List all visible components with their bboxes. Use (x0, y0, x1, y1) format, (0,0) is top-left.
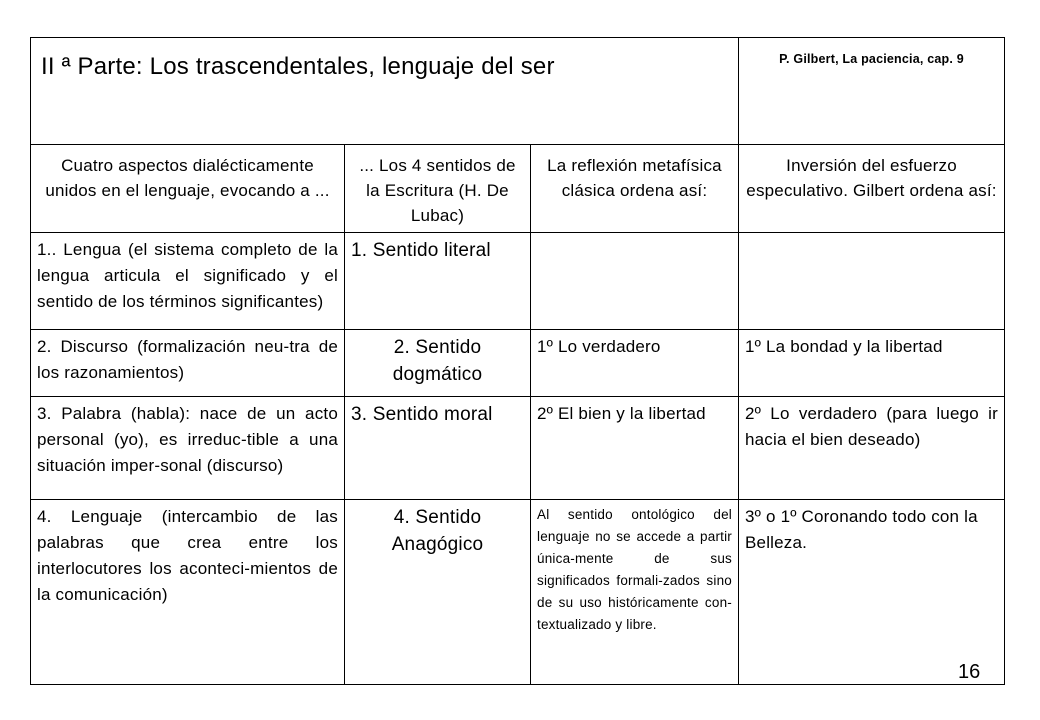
aspect-cell (31, 397, 345, 500)
column-header: Inversión del esfuerzo especulativo. Gilbert ordena así: (739, 145, 1005, 233)
aspect-description: (intercambio de las palabras que crea entre los interlocutores los aconteci-mientos de la comunicación) (37, 507, 339, 604)
classic-cell: 2º El bien y la libertad (531, 397, 739, 500)
classic-cell (531, 233, 739, 330)
aspect-term: 1.. Lengua (37, 240, 122, 259)
table-row (31, 397, 1005, 500)
sense-cell: 2. Sentido dogmático (345, 330, 531, 397)
title-row (31, 38, 1005, 145)
aspect-term: 4. Lenguaje (37, 507, 143, 526)
gilbert-cell: 1º La bondad y la libertad (739, 330, 1005, 397)
aspect-description: nace de un acto personal (yo), es irreduc-tible a una situación imper-sonal (discurso) (37, 404, 338, 475)
aspect-cell (31, 500, 345, 685)
aspect-term: 3. Palabra (habla): (37, 404, 191, 423)
sense-cell: 1. Sentido literal (345, 233, 531, 330)
content-table (30, 37, 1005, 685)
table-row (31, 500, 1005, 685)
classic-cell: 1º Lo verdadero (531, 330, 739, 397)
classic-cell: Al sentido ontológico del lenguaje no se accede a partir única-mente de sus significados formali-zados sino de su uso históricamente con-textualizado y libre. (531, 500, 739, 685)
title-cell (31, 38, 739, 145)
sense-cell: 4. Sentido Anagógico (345, 500, 531, 685)
source-cell (739, 38, 1005, 145)
page-title: II ª Parte: Los trascendentales, lenguaje del ser (41, 53, 555, 80)
sense-cell: 3. Sentido moral (345, 397, 531, 500)
column-header: La reflexión metafísica clásica ordena así: (531, 145, 739, 233)
gilbert-cell (739, 233, 1005, 330)
aspect-description: (formalización neu-tra de los razonamientos) (37, 337, 338, 382)
aspect-term: 2. Discurso (37, 337, 129, 356)
table-row (31, 330, 1005, 397)
table-row (31, 233, 1005, 330)
column-header: Cuatro aspectos dialécticamente unidos en el lenguaje, evocando a ... (31, 145, 345, 233)
aspect-description: (el sistema completo de la lengua articula el significado y el sentido de los términos significantes) (37, 240, 338, 311)
source-citation: P. Gilbert, La paciencia, cap. 9 (779, 52, 964, 66)
gilbert-cell: 2º Lo verdadero (para luego ir hacia el bien deseado) (739, 397, 1005, 500)
aspect-cell (31, 330, 345, 397)
aspect-cell (31, 233, 345, 330)
column-header: ... Los 4 sentidos de la Escritura (H. De Lubac) (345, 145, 531, 233)
header-row (31, 145, 1005, 233)
gilbert-cell: 3º o 1º Coronando todo con la Belleza. (739, 500, 1005, 685)
page-number: 16 (958, 661, 981, 683)
